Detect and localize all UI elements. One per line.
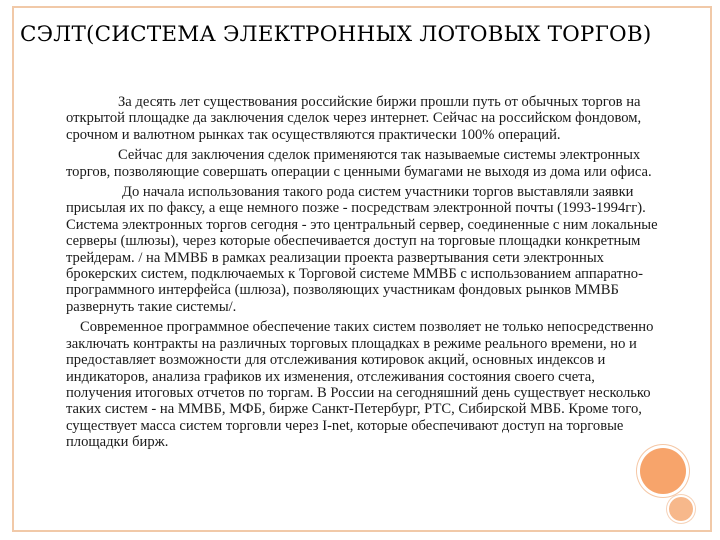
- paragraph-1: За десять лет существования российские биржи прошли путь от обычных торгов на открытой площадке да заключения сделок через интернет. Сейчас на российском фондовом, срочном и валютном рынках так осуществляются практически 100% операций.: [66, 94, 642, 143]
- paragraph-2: Сейчас для заключения сделок применяются так называемые системы электронных торгов, позволяющие совершать операции с ценными бумагами не выходя из дома или офиса.: [66, 147, 652, 180]
- decorative-circle-large: [640, 448, 686, 494]
- slide-body: [66, 94, 664, 455]
- slide-title: СЭЛТ(СИСТЕМА ЭЛЕКТРОННЫХ ЛОТОВЫХ ТОРГОВ): [20, 22, 652, 47]
- paragraph-3: До начала использования такого рода систем участники торгов выставляли заявки присылая их по факсу, а еще немного позже - посредствам электронной почты (1993-1994гг). Система электронных торгов сегодня - это центральный сервер, соединенные с ним локальные серверы (шлюзы), через которые обеспечивается доступ на торговые площадки конкретным трейдерам. / на ММВБ в рамках реализации проекта развертывания сети электронных брокерских систем, подключаемых к Торговой системе ММВБ с использованием аппаратно-программного интерфейса (шлюза), позволяющих участникам фондовых рынков ММВБ развернуть такие системы/.: [66, 184, 658, 315]
- paragraph-4: Современное программное обеспечение таких систем позволяет не только непосредственно заключать контракты на различных торговых площадках в режиме реального времени, но и предоставляет возможности для отслеживания котировок акций, основных индексов и индикаторов, анализа графиков их изменения, отслеживания состояния своего счета, получения итоговых отчетов по торгам. В России на сегодняшний день существует несколько таких систем - на ММВБ, МФБ, бирже Санкт-Петербург, РТС, Сибирской МВБ. Кроме того, существует масса систем торговли через I-net, которые обеспечивают доступ на торговые площадки бирж.: [66, 319, 654, 451]
- decorative-circle-small: [669, 497, 693, 521]
